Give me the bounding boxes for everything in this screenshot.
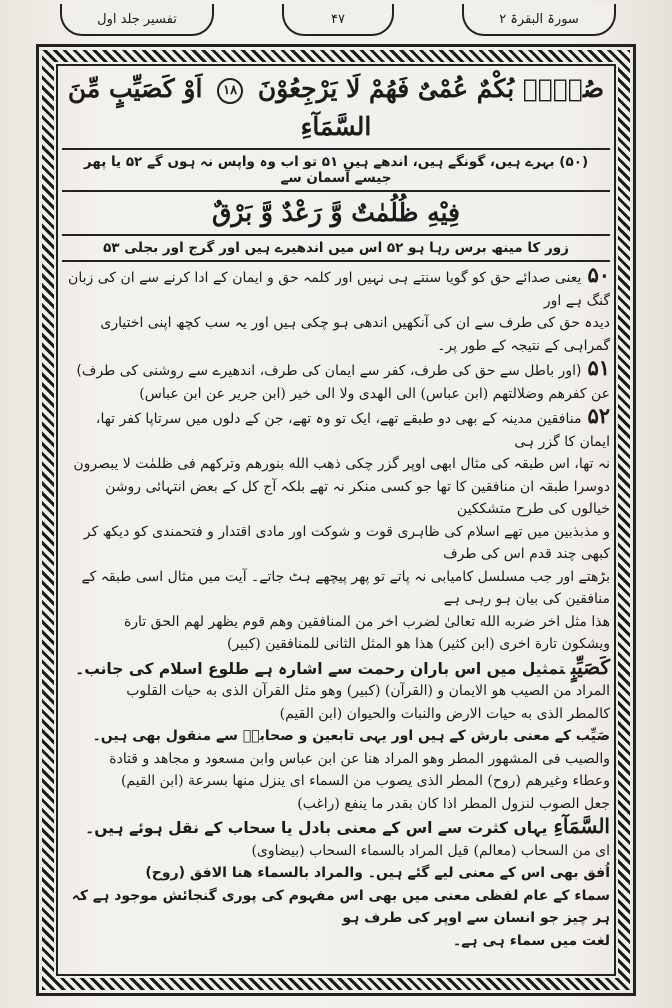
note-text: (اور باطل سے حق کی طرف، کفر سے ایمان کی طرف، اندھیرے سے روشنی کی طرف)	[76, 363, 582, 379]
page-number: ۴۷	[331, 11, 345, 27]
commentary-line	[62, 633, 610, 656]
note-text: کالمطر الذی به حیات الارض والنبات والحیوان (ابن القیم)	[279, 705, 610, 722]
commentary-line	[62, 656, 610, 681]
commentary-notes	[62, 264, 610, 952]
note-text: یعنی صدائے حق کو گویا سنتے ہی نہیں اور کلمہ حق و ایمان کے ادا کرنے سے ان کی زبان گنگ ہے اور	[68, 270, 610, 309]
note-text: وعطاء وغیرهم (روح) المطر الذی یصوب من السماء ای ینزل منها بسرعة (ابن القیم)	[120, 773, 610, 789]
note-text: اُفق بھی اس کے معنی لیے گئے ہیں۔ والمراد بالسماء هنا الافق (روح)	[145, 865, 610, 881]
commentary-line	[62, 264, 610, 312]
header-volume-label: تفسیر جلد اول	[97, 11, 177, 27]
ayah-number-marker: ۱۸	[217, 78, 243, 104]
verse-18	[62, 70, 610, 146]
commentary-line	[62, 930, 610, 953]
note-text: صَیِّب کے معنی بارش کے ہیں اور یہی تابعین و صحابہؓ سے منقول بھی ہیں۔	[92, 728, 610, 744]
commentary-line	[62, 680, 610, 703]
header-tab-left	[60, 4, 214, 36]
verse-19-arabic-start: اَوْ كَصَیِّبٍ مِّنَ السَّمَآءِ	[67, 74, 372, 141]
commentary-line	[62, 566, 610, 611]
note-text: المراد من الصیب هو الایمان و (القرآن) (کبیر) وهو مثل القرآن الذی به حیات القلوب	[126, 683, 610, 699]
commentary-line	[62, 383, 610, 406]
glossed-word: کَصَیِّبٍ	[571, 654, 610, 679]
note-text: نہ تھا، اس طبقہ کی مثال ابھی اوپر گزر چکی ذهب الله بنورهم وترکهم فی ظلمٰت لا یبصرون	[73, 456, 610, 472]
commentary-line	[62, 357, 610, 383]
commentary-line	[62, 862, 610, 885]
note-text: ویشکون تارة اخری (ابن کثیر) هذا هو المثل الثانی للمنافقین (کبیر)	[226, 636, 610, 652]
commentary-line	[62, 793, 610, 816]
note-text: یہاں کثرت سے اس کے معنی بادل یا سحاب کے نقل ہوئے ہیں۔	[85, 819, 548, 837]
note-text: والصیب فی المشهور المطر وهو المراد هنا عن ابن عباس وابن مسعود و مجاهد و قتادة	[109, 750, 610, 767]
header-tab-middle	[282, 4, 394, 36]
note-number: ۵۲	[587, 403, 610, 428]
commentary-line	[62, 815, 610, 840]
commentary-line	[62, 611, 610, 634]
commentary-line	[62, 476, 610, 521]
commentary-line	[62, 885, 610, 930]
commentary-line	[62, 748, 610, 771]
translation-line-2: زور کا مینھ برس رہا ہو ۵۲ اس میں اندھیرے ہیں اور گرج اور بجلی ۵۳	[62, 234, 610, 262]
note-text: و مذبذبین میں تھے اسلام کی ظاہری قوت و شوکت اور مادی اقتدار و فتحمندی کو دیکھ کر کبھی چند قدم اس کی طرف	[83, 523, 610, 562]
note-number: ۵۰	[587, 262, 610, 287]
note-text: هذا مثل اخر ضربه الله تعالیٰ لضرب اخر من المنافقین وهم قوم یظهر لهم الحق تارة	[123, 613, 610, 630]
verse-19	[62, 194, 610, 232]
note-number: ۵۱	[587, 355, 610, 380]
verse-19-arabic: فِیْهِ ظُلُمٰتٌ وَّ رَعْدٌ وَّ بَرْقٌ	[212, 198, 460, 227]
commentary-line	[62, 312, 610, 357]
page-content	[62, 68, 610, 972]
note-text: ای من السحاب (معالم) قیل المراد بالسماء السحاب (بیضاوی)	[251, 842, 610, 859]
commentary-line	[62, 521, 610, 566]
note-text: عن کفرهم وضلالتهم (ابن عباس) الی الهدی ولا الی خیر (ابن جریر عن ابن عباس)	[139, 385, 610, 402]
commentary-line	[62, 405, 610, 453]
translation-line-1: (۵۰) بہرے ہیں، گونگے ہیں، اندھے ہیں ۵۱ تو اب وہ واپس نہ ہوں گے ۵۲ یا پھر جیسے آسمان سے	[62, 148, 610, 192]
commentary-line	[62, 770, 610, 793]
glossed-word: السَّمَآءِ	[553, 814, 610, 838]
surah-label: سورۃ البقرۃ ۲	[499, 11, 579, 27]
commentary-line	[62, 453, 610, 476]
header-tab-right	[462, 4, 616, 36]
note-text: لغت میں سماء ہی ہے۔	[452, 932, 610, 949]
note-text: جعل الصوب لنزول المطر اذا کان بقدر ما ینفع (راغب)	[297, 795, 610, 812]
commentary-line	[62, 725, 610, 748]
note-text: منافقین مدینہ کے بھی دو طبقے تھے، ایک تو وہ تھے، جن کے دلوں میں سرتاپا کفر تھا، ایمان کا گزر ہی	[95, 411, 610, 450]
commentary-line	[62, 703, 610, 726]
note-text: سماء کے عام لفظی معنی میں بھی اس مفہوم کی پوری گنجائش موجود ہے کہ ہر چیز جو انسان سے اوپر کی طرف ہو	[71, 887, 610, 926]
note-text: دوسرا طبقہ ان منافقین کا تھا جو کسی منکر نہ تھے بلکہ آج کل کے بعض انتہائی روشن خیالوں کی طرح متشککین	[105, 478, 610, 517]
note-text: دیدہ حق کی طرف سے ان کی آنکھیں اندھی ہو چکی ہیں اور یہ سب کچھ اپنی اختیاری گمراہی کے نتیجہ کے طور پر۔	[100, 315, 610, 354]
commentary-line	[62, 840, 610, 863]
verse-18-arabic: صُمٌّۢ بُكْمٌ عُمْیٌ فَهُمْ لَا یَرْجِعُوْنَ	[257, 74, 605, 103]
note-text: تمثیل میں اس باران رحمت سے اشارہ ہے طلوع اسلام کی جانب۔	[75, 659, 566, 678]
note-text: بڑھتے اور جب مسلسل کامیابی نہ پاتے تو پھر پیچھے ہٹ جاتے۔ آیت میں مثال اسی طبقہ کے منافقین کی بیان ہو رہی ہے	[81, 568, 610, 607]
